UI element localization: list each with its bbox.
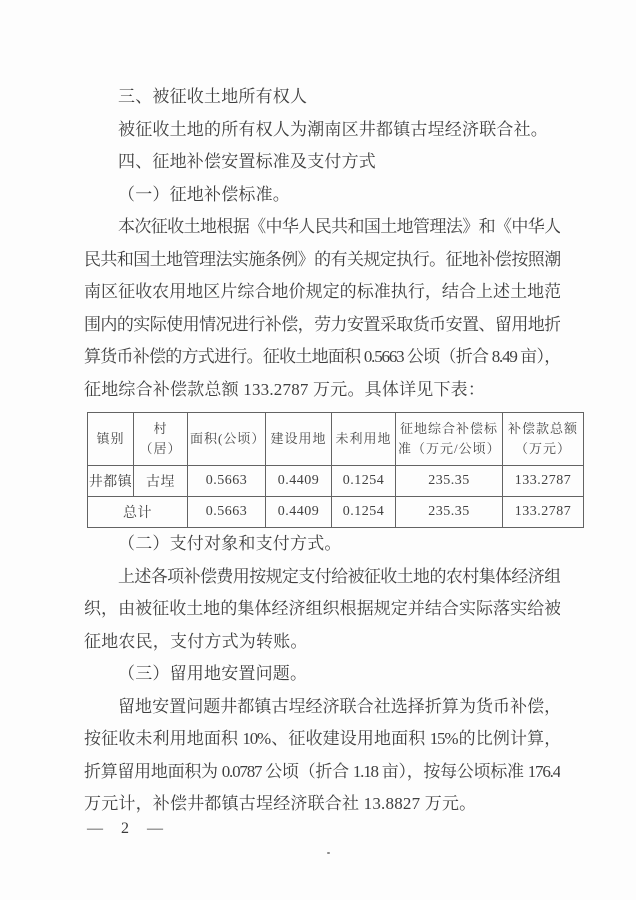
text-line: 按征收未利用地面积 10%、征收建设用地面积 15%的比例计算，	[84, 729, 560, 748]
data-cell: 133.2787	[503, 497, 584, 528]
data-cell: 235.35	[396, 466, 503, 497]
data-cell: 古埕	[134, 466, 188, 497]
heading-section-three: 三、被征收土地所有权人	[118, 87, 308, 106]
table-row	[88, 466, 584, 497]
text-line: 万元计，补偿井都镇古埕经济联合社 13.8827 万元。	[84, 794, 477, 813]
paragraph-compensation-standard	[84, 211, 560, 406]
subheading-payment: （二）支付对象和支付方式。	[118, 534, 342, 553]
header-cell-village: 村（居）	[134, 413, 188, 466]
heading-section-four: 四、征地补偿安置标准及支付方式	[118, 152, 376, 171]
text-line: 折算留用地面积为 0.0787 公顷（折合 1.18 亩），按每公顷标准 176.4	[84, 761, 560, 781]
text-line: 征地农民，支付方式为转账。	[84, 631, 308, 651]
header-cell-standard: 征地综合补偿标准（万元/公顷）	[396, 413, 503, 466]
data-cell: 133.2787	[503, 466, 584, 497]
text-line: 算货币补偿的方式进行。征收土地面积 0.5663 公顷（折合 8.49 亩），	[84, 347, 560, 366]
data-cell: 0.4409	[266, 466, 332, 497]
table-total-row	[88, 497, 584, 528]
data-cell: 0.1254	[332, 466, 396, 497]
total-label-cell: 总计	[88, 497, 188, 528]
document-body	[84, 81, 578, 821]
header-cell-total-amount: 补偿款总额（万元）	[503, 413, 584, 466]
subheading-reserved-land: （三）留用地安置问题。	[118, 664, 308, 683]
subheading-compensation-standard: （一）征地补偿标准。	[118, 184, 290, 204]
text-line: 本次征收土地根据《中华人民共和国土地管理法》和《中华人	[118, 217, 560, 236]
page-number: — 2 —	[87, 820, 164, 837]
text-line: 南区征收农用地区片综合地价规定的标准执行，结合上述土地范	[84, 282, 560, 301]
data-cell: 0.5663	[188, 466, 266, 497]
compensation-table	[87, 412, 584, 528]
data-cell: 0.1254	[332, 497, 396, 528]
text-line: 上述各项补偿费用按规定支付给被征收土地的农村集体经济组	[118, 566, 560, 586]
text-line: 留地安置问题井都镇古埕经济联合社选择折算为货币补偿，	[118, 696, 560, 716]
header-cell-area: 面积(公顷）	[188, 413, 266, 466]
data-cell: 0.4409	[266, 497, 332, 528]
data-cell: 0.5663	[188, 497, 266, 528]
text-line: 围内的实际使用情况进行补偿，劳力安置采取货币安置、留用地折	[84, 314, 560, 334]
text-line: 织，由被征收土地的集体经济组织根据规定并结合实际落实给被	[84, 599, 560, 618]
paragraph-reserved-land	[84, 691, 560, 821]
scan-artifact-speck	[327, 852, 330, 854]
table-header-row	[88, 413, 584, 466]
data-cell: 井都镇	[88, 466, 134, 497]
text-line: 民共和国土地管理法实施条例》的有关规定执行。征地补偿按照潮	[84, 249, 560, 269]
header-cell-town: 镇别	[88, 413, 134, 466]
header-cell-construction-land: 建设用地	[266, 413, 332, 466]
paragraph-owner	[84, 114, 560, 147]
paragraph-payment	[84, 561, 560, 659]
text-line: 被征收土地的所有权人为潮南区井都镇古埕经济联合社。	[118, 119, 548, 139]
data-cell: 235.35	[396, 497, 503, 528]
text-line: 征地综合补偿款总额 133.2787 万元。具体详见下表：	[84, 379, 486, 399]
header-cell-unused-land: 未利用地	[332, 413, 396, 466]
